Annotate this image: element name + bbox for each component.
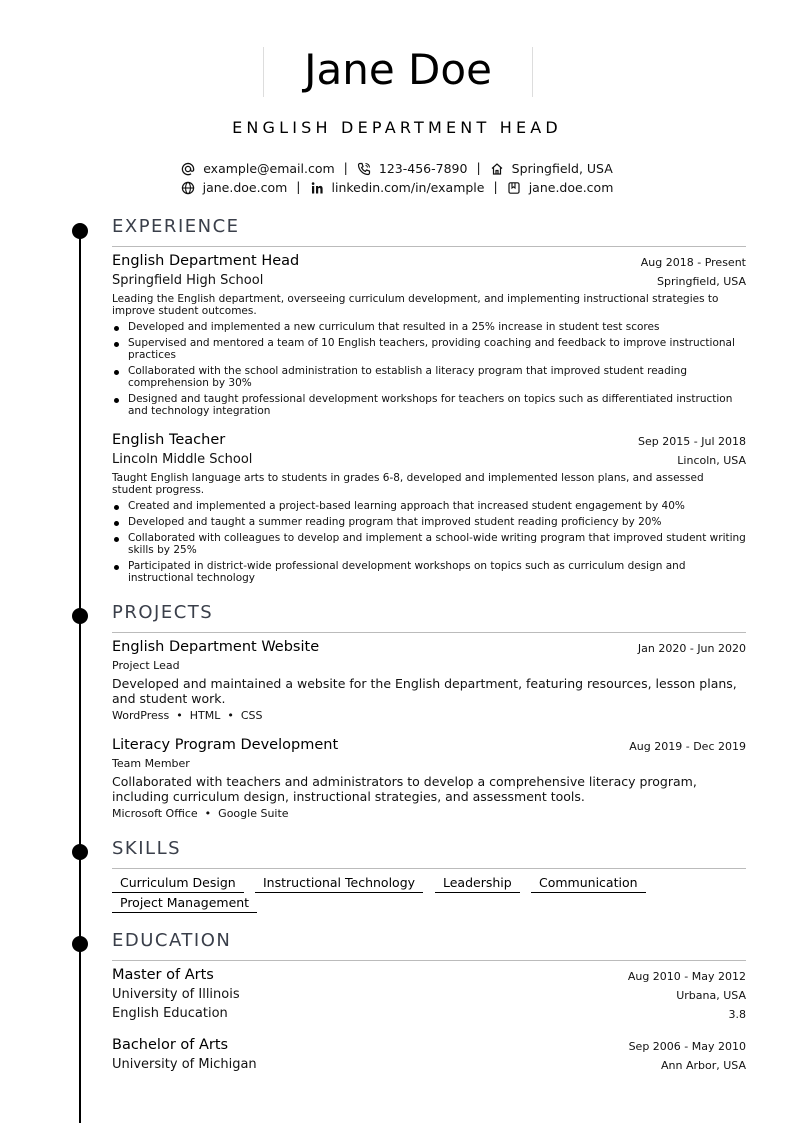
project-role: Project Lead <box>112 659 180 672</box>
skill-tag: Curriculum Design <box>112 875 244 893</box>
section-divider <box>112 960 746 961</box>
contact-linkedin-text: linkedin.com/in/example <box>331 180 485 195</box>
contact-row-1 <box>0 160 794 176</box>
skill-tag: Instructional Technology <box>255 875 423 893</box>
contact-separator: | <box>296 179 301 194</box>
contact-portfolio[interactable] <box>507 180 614 195</box>
degree-field: English Education <box>112 1006 228 1021</box>
list-item: Created and implemented a project-based learning approach that increased student engagement by 40% <box>112 500 746 512</box>
tech-tag: Microsoft Office <box>112 807 198 820</box>
degree-location: Urbana, USA <box>676 989 746 1002</box>
list-item: Collaborated with colleagues to develop and implement a school-wide writing program that improved student writing skills by 25% <box>112 532 746 556</box>
contact-phone[interactable] <box>357 161 468 176</box>
timeline-dot-skills <box>72 844 88 860</box>
degree-location: Ann Arbor, USA <box>660 1059 746 1072</box>
phone-icon <box>357 162 371 176</box>
section-divider <box>112 868 746 869</box>
project-description: Collaborated with teachers and administrators to develop a comprehensive literacy program, including curriculum design, instructional strategies, and assessment tools. <box>112 774 697 804</box>
job-role: English Teacher <box>112 432 226 448</box>
tech-separator: • <box>176 709 183 722</box>
name-frame <box>263 47 533 97</box>
contact-email-text: example@email.com <box>203 161 335 176</box>
project-name: English Department Website <box>112 639 320 655</box>
at-icon <box>181 162 195 176</box>
job-role: English Department Head <box>112 253 300 269</box>
home-icon <box>490 162 504 176</box>
job-dates: Aug 2018 - Present <box>640 256 746 269</box>
contact-location <box>490 161 613 176</box>
contact-separator: | <box>476 160 481 175</box>
timeline-line <box>79 229 81 1123</box>
contact-row-2 <box>0 179 794 195</box>
skill-tag: Project Management <box>112 895 257 913</box>
section-title-skills: SKILLS <box>112 838 182 859</box>
tech-separator: • <box>227 709 234 722</box>
contact-separator: | <box>343 160 348 175</box>
section-title-projects: PROJECTS <box>112 602 214 623</box>
job-company-row <box>112 273 746 288</box>
job-location: Springfield, USA <box>657 275 746 288</box>
degree-school: University of Illinois <box>112 987 240 1002</box>
section-divider <box>112 246 746 247</box>
list-item: Collaborated with the school administration to establish a literacy program that improved student reading comprehension by 30% <box>112 365 746 389</box>
list-item: Designed and taught professional development workshops for teachers on topics such as differentiated instruction and technology integration <box>112 393 746 417</box>
section-title-education: EDUCATION <box>112 930 232 951</box>
degree-school: University of Michigan <box>112 1057 257 1072</box>
degree-school-row <box>112 1057 746 1072</box>
job-dates: Sep 2015 - Jul 2018 <box>638 435 746 448</box>
contact-website[interactable] <box>181 180 288 195</box>
project-dates: Jan 2020 - Jun 2020 <box>637 642 746 655</box>
degree-dates: Aug 2010 - May 2012 <box>627 970 746 983</box>
degree-dates: Sep 2006 - May 2010 <box>628 1040 746 1053</box>
job-company: Lincoln Middle School <box>112 452 253 467</box>
tech-tag: HTML <box>189 709 221 722</box>
globe-icon <box>181 181 195 195</box>
skill-tag: Leadership <box>435 875 520 893</box>
tech-tag: WordPress <box>112 709 170 722</box>
job-bullets <box>112 321 746 421</box>
job-company: Springfield High School <box>112 273 264 288</box>
contact-website-text: jane.doe.com <box>202 180 288 195</box>
project-name: Literacy Program Development <box>112 737 339 753</box>
tech-tag: CSS <box>240 709 263 722</box>
project-description: Developed and maintained a website for the English department, featuring resources, lesson plans, and student work. <box>112 676 737 706</box>
timeline-dot-experience <box>72 223 88 239</box>
project-tech <box>112 709 263 722</box>
job-company-row <box>112 452 746 467</box>
contact-location-text: Springfield, USA <box>511 161 613 176</box>
project-header <box>112 737 746 753</box>
job-location: Lincoln, USA <box>677 454 746 467</box>
timeline-dot-projects <box>72 608 88 624</box>
project-dates: Aug 2019 - Dec 2019 <box>629 740 746 753</box>
degree-school-row <box>112 987 746 1002</box>
project-tech <box>112 807 289 820</box>
candidate-name: Jane Doe <box>304 45 492 94</box>
tech-separator: • <box>204 807 212 820</box>
list-item: Developed and taught a summer reading program that improved student reading proficiency by 20% <box>112 516 746 528</box>
section-divider <box>112 632 746 633</box>
degree-name: Master of Arts <box>112 967 214 983</box>
degree-field-row <box>112 1006 746 1021</box>
job-header <box>112 432 746 448</box>
list-item: Supervised and mentored a team of 10 English teachers, providing coaching and feedback to improve instructional practices <box>112 337 746 361</box>
job-title: ENGLISH DEPARTMENT HEAD <box>232 118 562 137</box>
degree-header <box>112 1037 746 1053</box>
section-title-experience: EXPERIENCE <box>112 216 240 237</box>
contact-separator: | <box>493 179 498 194</box>
job-summary: Taught English language arts to students in grades 6-8, developed and implemented lesson plans, and assessed student progress. <box>112 472 704 496</box>
contact-linkedin[interactable] <box>310 180 485 195</box>
project-role: Team Member <box>112 757 190 770</box>
list-item: Developed and implemented a new curriculum that resulted in a 25% increase in student test scores <box>112 321 746 333</box>
tech-tag: Google Suite <box>218 807 289 820</box>
bookmark-icon <box>507 181 521 195</box>
contact-portfolio-text: jane.doe.com <box>528 180 614 195</box>
contact-phone-text: 123-456-7890 <box>378 161 468 176</box>
degree-header <box>112 967 746 983</box>
job-header <box>112 253 746 269</box>
degree-gpa: 3.8 <box>728 1008 746 1021</box>
project-header <box>112 639 746 655</box>
contact-email[interactable] <box>181 161 334 176</box>
timeline-dot-education <box>72 936 88 952</box>
job-summary: Leading the English department, overseeing curriculum development, and implementing instructional strategies to improve student outcomes. <box>112 293 719 317</box>
list-item: Participated in district-wide professional development workshops on topics such as curriculum design and instructional technology <box>112 560 746 584</box>
job-bullets <box>112 500 746 588</box>
skill-tag: Communication <box>531 875 646 893</box>
degree-name: Bachelor of Arts <box>112 1037 229 1053</box>
linkedin-icon <box>310 181 324 195</box>
